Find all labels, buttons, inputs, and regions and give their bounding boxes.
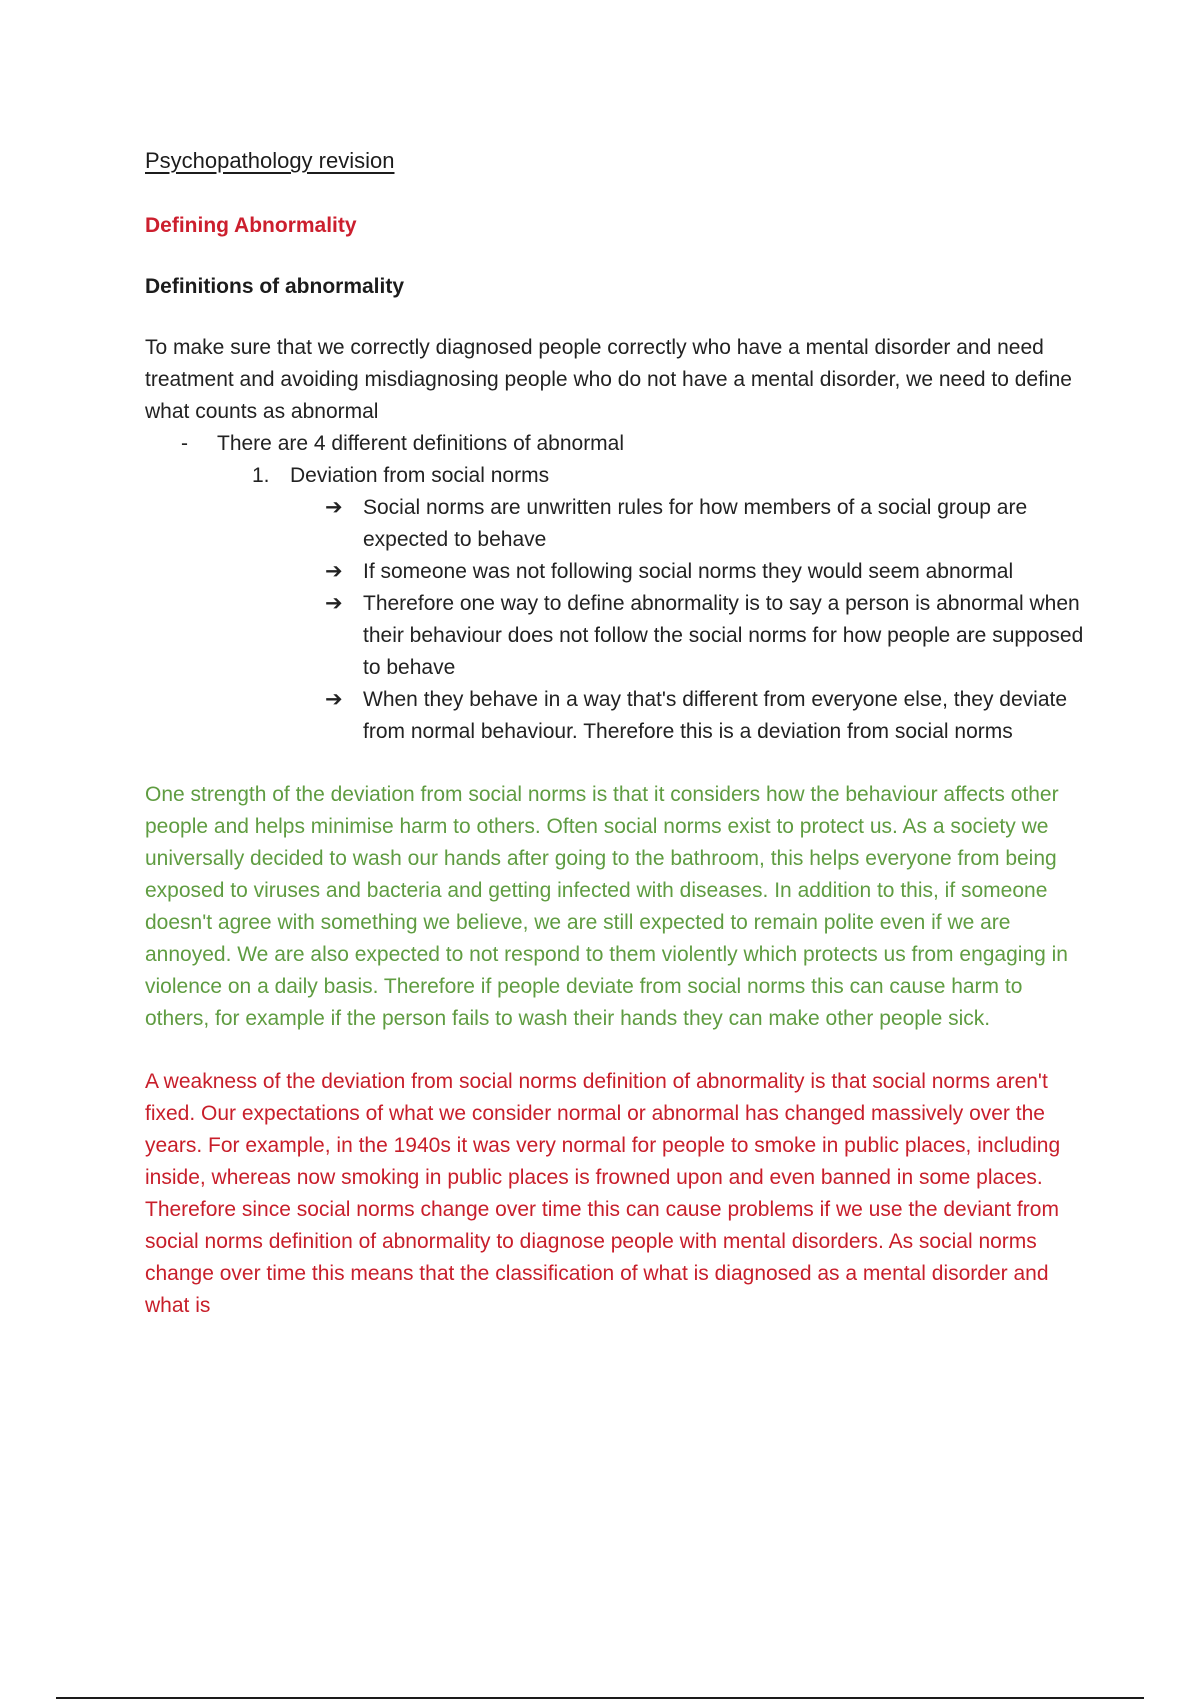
page-title: Psychopathology revision bbox=[145, 148, 395, 173]
arrow-item bbox=[145, 556, 1090, 588]
bullet-marker: - bbox=[181, 432, 188, 455]
arrow-right-icon: ➔ bbox=[325, 496, 343, 519]
arrow-item-text: Therefore one way to define abnormality is to say a person is abnormal when their behaviour does not follow the social norms for how people are supposed to behave bbox=[363, 592, 1084, 679]
numbered-text: Deviation from social norms bbox=[290, 464, 550, 487]
bullet-text: There are 4 different definitions of abnormal bbox=[217, 432, 625, 455]
arrow-right-icon: ➔ bbox=[325, 592, 343, 615]
strength-paragraph: One strength of the deviation from social norms is that it considers how the behaviour affects other people and helps minimise harm to others. Often social norms exist to protect us. As a society we universally decided to wash our hands after going to the bathroom, this helps everyone from being exposed to viruses and bacteria and getting infected with diseases. In addition to this, if someone doesn't agree with something we believe, we are still expected to remain polite even if we are annoyed. We are also expected to not respond to them violently which protects us from engaging in violence on a daily basis. Therefore if people deviate from social norms this can cause harm to others, for example if the person fails to wash their hands they can make other people sick. bbox=[145, 783, 1068, 1030]
page-bottom-divider bbox=[56, 1697, 1144, 1699]
bullet-item bbox=[145, 428, 1090, 460]
arrow-item-text: When they behave in a way that's different from everyone else, they deviate from normal behaviour. Therefore this is a deviation from social norms bbox=[363, 688, 1068, 743]
arrow-item-text: Social norms are unwritten rules for how members of a social group are expected to behave bbox=[363, 496, 1028, 551]
numbered-item bbox=[145, 460, 1090, 492]
subheading: Definitions of abnormality bbox=[145, 275, 405, 298]
arrow-item-text: If someone was not following social norms they would seem abnormal bbox=[363, 560, 1014, 583]
weakness-paragraph: A weakness of the deviation from social norms definition of abnormality is that social norms aren't fixed. Our expectations of what we consider normal or abnormal has changed massively over the years. For example, in the 1940s it was very normal for people to smoke in public places, including inside, whereas now smoking in public places is frowned upon and even banned in some places. Therefore since social norms change over time this can cause problems if we use the deviant from social norms definition of abnormality to diagnose people with mental disorders. As social norms change over time this means that the classification of what is diagnosed as a mental disorder and what is bbox=[145, 1070, 1061, 1317]
arrow-item bbox=[145, 684, 1090, 748]
arrow-item bbox=[145, 588, 1090, 684]
arrow-right-icon: ➔ bbox=[325, 688, 343, 711]
document-content bbox=[145, 145, 1090, 1322]
arrow-item bbox=[145, 492, 1090, 556]
numbered-marker: 1. bbox=[252, 464, 270, 487]
arrow-list bbox=[145, 492, 1090, 748]
arrow-right-icon: ➔ bbox=[325, 560, 343, 583]
intro-paragraph: To make sure that we correctly diagnosed people correctly who have a mental disorder and need treatment and avoiding misdiagnosing people who do not have a mental disorder, we need to define what counts as abnormal bbox=[145, 336, 1072, 423]
section-heading: Defining Abnormality bbox=[145, 214, 357, 237]
